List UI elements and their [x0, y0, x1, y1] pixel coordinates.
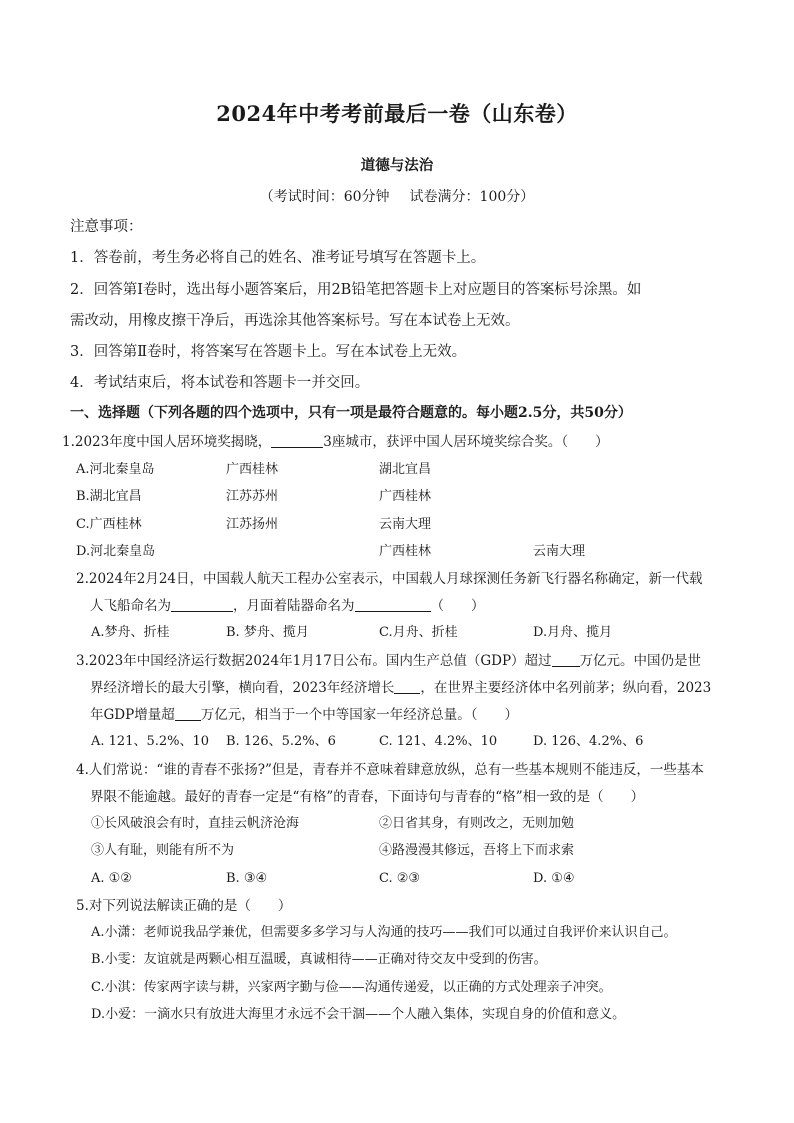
q4-statement-3: ③人有耻，则能有所不为 — [91, 843, 235, 858]
q1-option-a-3: 湖北宜昌 — [379, 462, 432, 477]
q1-option-c-2: 江苏扬州 — [226, 517, 279, 532]
q4-statement-1: ①长风破浪会有时，直挂云帆济沧海 — [91, 816, 300, 831]
q4-option-c: C. ②③ — [379, 871, 421, 886]
answer-blank — [175, 706, 201, 721]
question-2-line-2 — [90, 596, 485, 616]
q5-option-a: A.小潇：老师说我品学兼优，但需要多多学习与人沟通的技巧——我们可以通过自我评价来认识自己。 — [91, 925, 677, 940]
question-2-line-1: 2.2024年2月24日，中国载人航天工程办公室表示，中国载人月球探测任务新飞行器名称确定，新一代载 — [76, 571, 703, 587]
q1-option-b-1: B.湖北宜昌 — [76, 489, 142, 504]
full-score: 试卷满分：100分） — [409, 189, 535, 205]
q5-option-b: B.小雯：友谊就是两颗心相互温暖，真诚相待——正确对待交友中受到的伤害。 — [91, 952, 547, 967]
q3-option-d: D. 126、4.2%、6 — [533, 734, 644, 749]
exam-info — [0, 186, 794, 206]
q1-option-c-3: 云南大理 — [379, 517, 432, 532]
q1-option-d-3: 云南大理 — [533, 544, 586, 559]
question-3-line-3 — [90, 705, 518, 725]
question-1-stem — [62, 432, 609, 452]
q2-option-b: B. 梦舟、揽月 — [226, 625, 309, 640]
subject-heading: 道德与法治 — [360, 157, 434, 174]
exam-time: （考试时间：60分钟 — [259, 189, 390, 205]
q5-option-c: C.小淇：传家两字读与耕，兴家两字勤与俭——沟通传递爱，以正确的方式处理亲子冲突。 — [91, 980, 612, 995]
q4-statement-4: ④路漫漫其修远，吾将上下而求索 — [379, 843, 575, 858]
q3-text-1a: 3.2023年中国经济运行数据2024年1月17日公布。国内生产总值（GDP）超过 — [76, 653, 552, 669]
q1-option-a-2: 广西桂林 — [226, 462, 279, 477]
q1-option-c-1: C.广西桂林 — [76, 517, 142, 532]
answer-blank — [355, 597, 431, 612]
q1-option-b-2: 江苏苏州 — [226, 489, 279, 504]
q1-option-d-2: 广西桂林 — [379, 544, 432, 559]
q3-text-1b: 万亿元。中国仍是世 — [579, 653, 702, 669]
notice-item-1: 1．答卷前，考生务必将自己的姓名、准考证号填写在答题卡上。 — [70, 250, 486, 266]
notice-heading: 注意事项： — [70, 219, 143, 235]
q3-option-b: B. 126、5.2%、6 — [226, 734, 336, 749]
q2-text-c: （ ） — [430, 598, 485, 614]
q3-text-2b: ，在世界主要经济体中名列前茅；纵向看，2023 — [420, 680, 712, 696]
section-heading: 一、选择题（下列各题的四个选项中，只有一项是最符合题意的。每小题2.5分，共50分） — [70, 405, 632, 421]
q1-stem-b: 3座城市，获评中国人居环境奖综合奖。（ ） — [323, 434, 609, 450]
q1-option-b-3: 广西桂林 — [379, 489, 432, 504]
q2-option-d: D.月舟、揽月 — [533, 625, 613, 640]
q1-option-d-1: D.河北秦皇岛 — [76, 544, 156, 559]
q3-option-a: A. 121、5.2%、10 — [91, 734, 210, 749]
answer-blank — [394, 679, 420, 694]
exam-title: 2024年中考考前最后一卷（山东卷） — [216, 101, 578, 126]
q4-option-b: B. ③④ — [226, 871, 268, 886]
q3-text-2a: 界经济增长的最大引擎，横向看，2023年经济增长 — [90, 680, 395, 696]
q4-option-a: A. ①② — [91, 871, 132, 886]
q2-option-a: A.梦舟、折桂 — [91, 625, 170, 640]
q3-text-3b: 万亿元，相当于一个中等国家一年经济总量。（ ） — [200, 707, 518, 723]
notice-item-2-cont: 需改动，用橡皮擦干净后，再选涂其他答案标号。写在本试卷上无效。 — [70, 313, 520, 329]
question-4-line-2: 界限不能逾越。最好的青春一定是“有格”的青春，下面诗句与青春的“格”相一致的是（ ） — [90, 789, 645, 805]
answer-blank — [271, 433, 323, 448]
q1-stem-a: 1.2023年度中国人居环境奖揭晓， — [62, 434, 272, 450]
answer-blank — [171, 597, 233, 612]
q3-text-3a: 年GDP增量超 — [90, 707, 175, 723]
q2-text-b: ，月面着陆器命名为 — [233, 598, 355, 614]
question-5-stem: 5.对下列说法解读正确的是（ ） — [76, 898, 292, 914]
q4-option-d: D. ①④ — [533, 871, 575, 886]
question-3-line-1 — [76, 651, 701, 671]
q3-option-c: C. 121、4.2%、10 — [379, 734, 498, 749]
notice-item-2: 2．回答第Ⅰ卷时，选出每小题答案后，用2B铅笔把答题卡上对应题目的答案标号涂黑。如 — [70, 282, 642, 298]
notice-item-4: 4．考试结束后，将本试卷和答题卡一并交回。 — [70, 375, 370, 391]
q2-text-a: 人飞船命名为 — [90, 598, 171, 614]
question-3-line-2 — [90, 678, 711, 698]
notice-item-3: 3．回答第Ⅱ卷时，将答案写在答题卡上。写在本试卷上无效。 — [70, 344, 467, 360]
q4-statement-2: ②日省其身，有则改之，无则加勉 — [379, 816, 575, 831]
q2-option-c: C.月舟、折桂 — [379, 625, 458, 640]
answer-blank — [552, 652, 580, 667]
q5-option-d: D.小爱：一滴水只有放进大海里才永远不会干涸——个人融入集体，实现自身的价值和意义。 — [91, 1007, 626, 1022]
q1-option-a-1: A.河北秦皇岛 — [76, 462, 155, 477]
question-4-line-1: 4.人们常说：“谁的青春不张扬?”但是，青春并不意味着肆意放纵，总有一些基本规则不能违反，一些基本 — [76, 762, 704, 778]
